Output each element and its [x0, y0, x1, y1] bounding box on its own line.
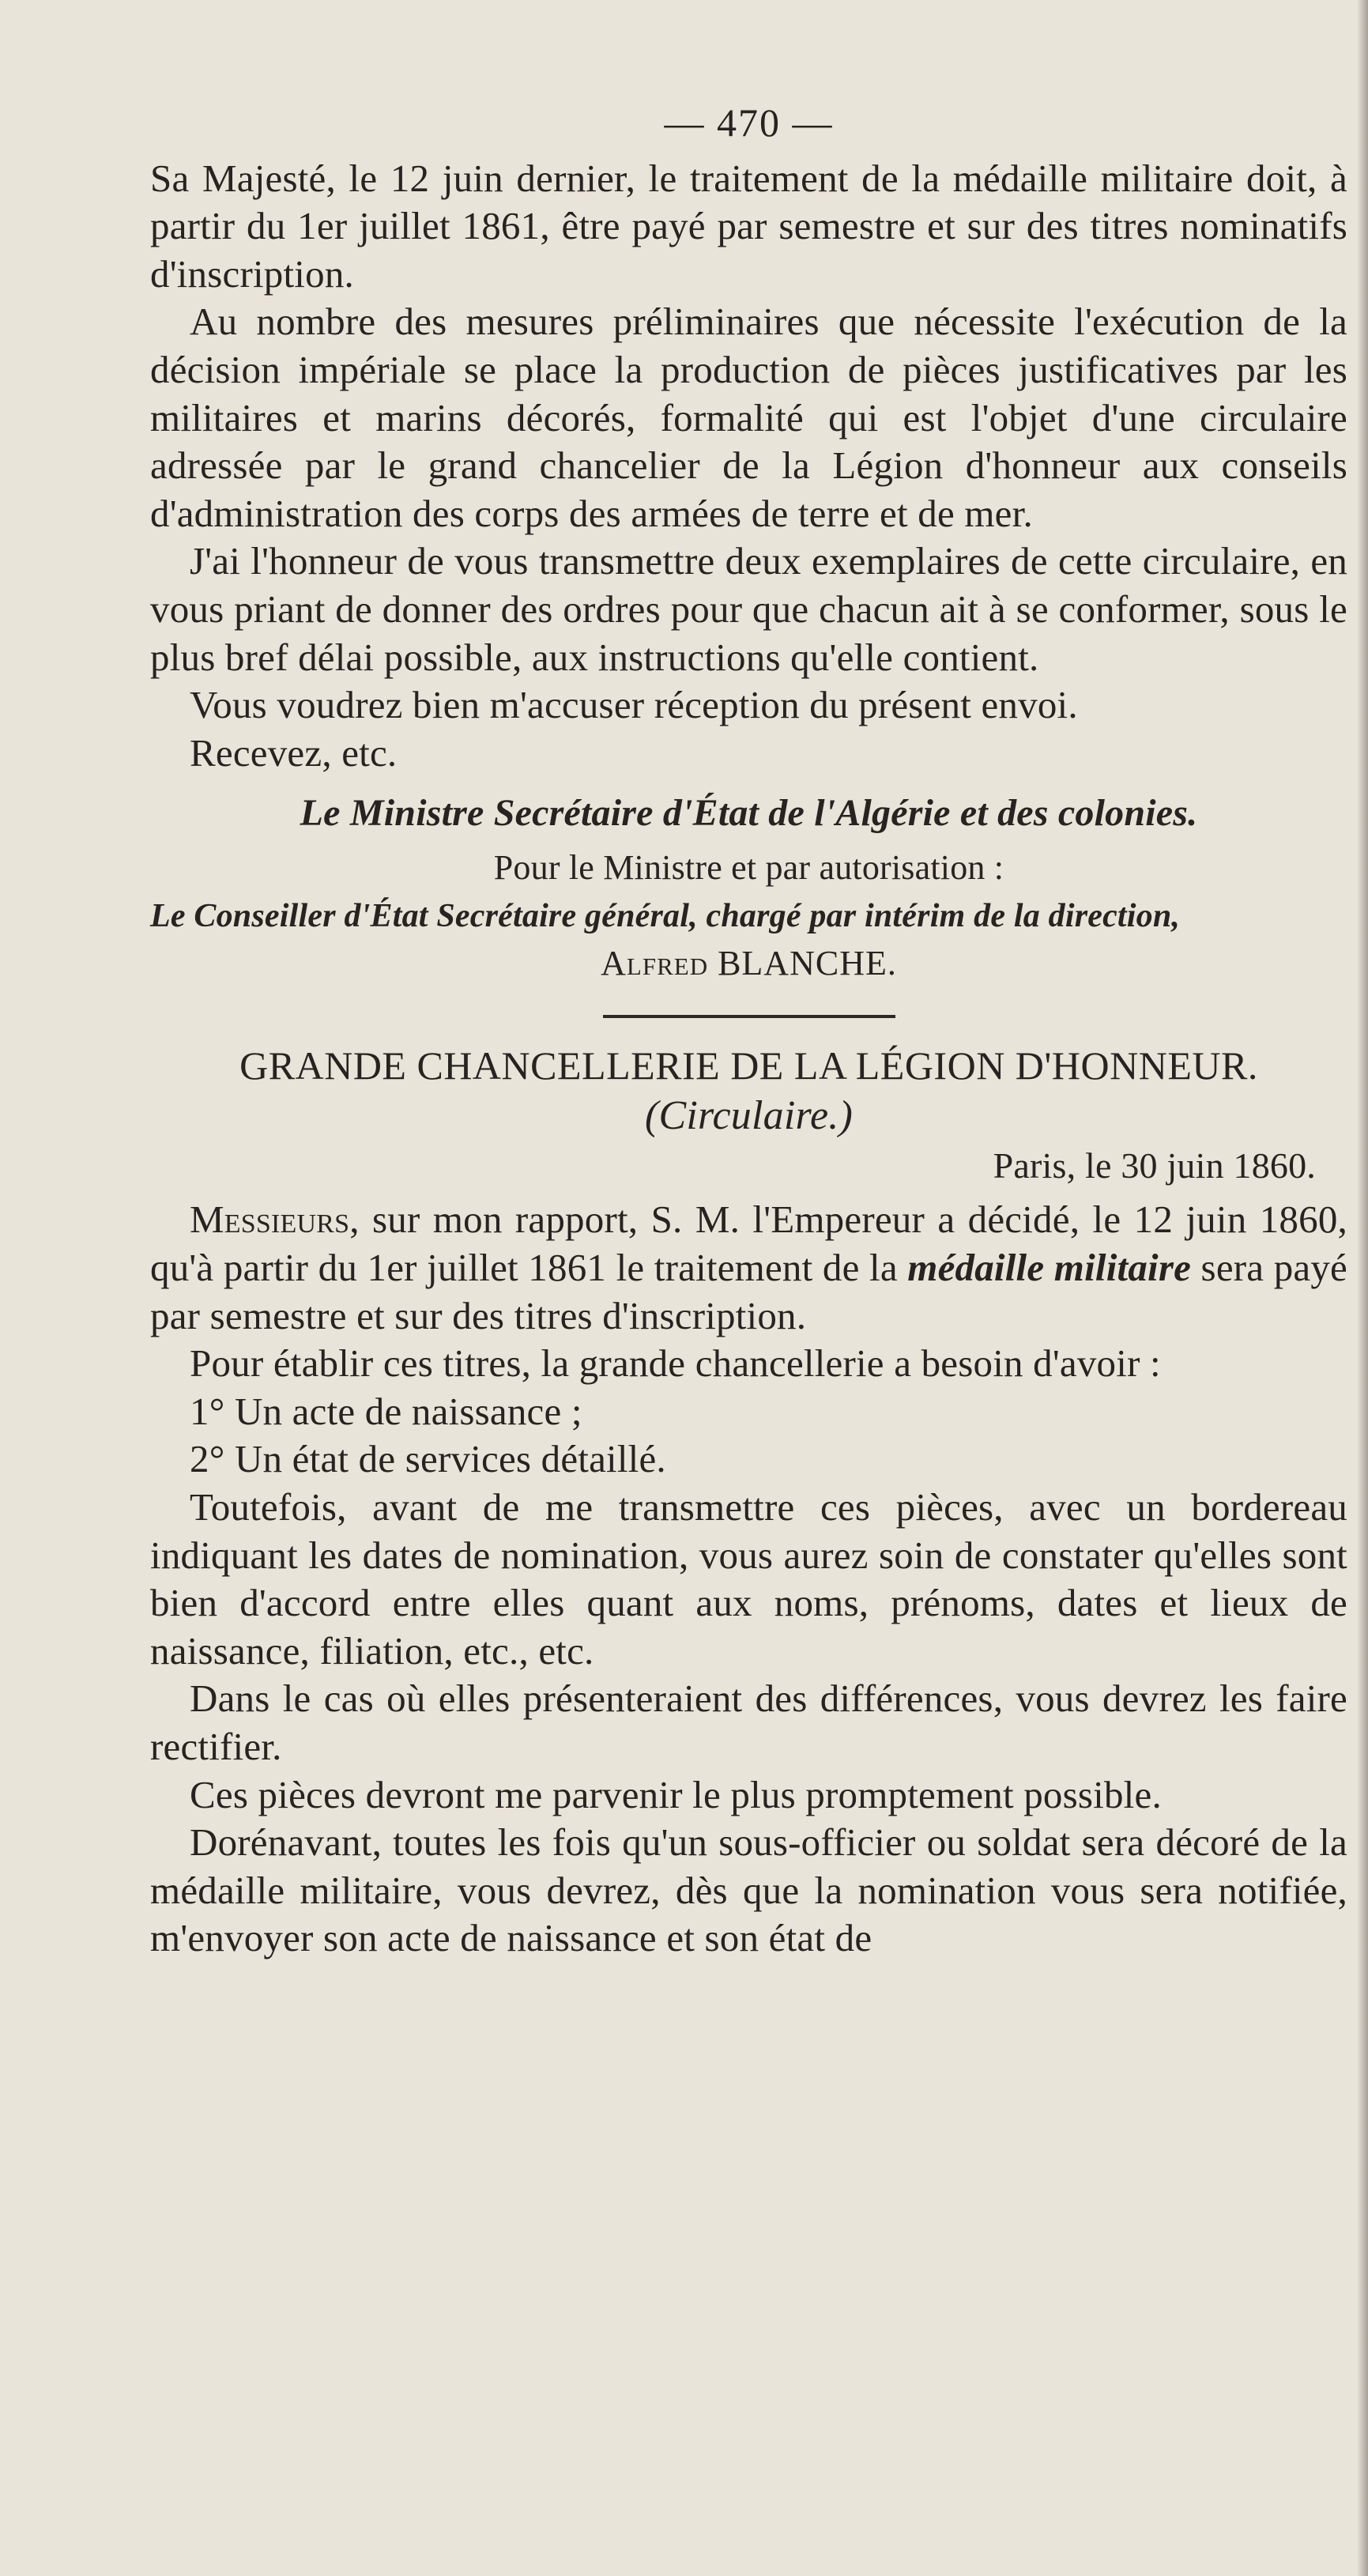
signature-line-authorisation: Pour le Ministre et par autorisation :	[493, 847, 1004, 887]
circular-paragraph-1-end: sera payé par semestre et sur des titres d'inscription.	[150, 1246, 1347, 1337]
signature-name	[150, 940, 1347, 988]
page-number: — 470 —	[664, 100, 834, 145]
page-content	[150, 99, 1347, 1963]
circular-list-item-1: 1° Un acte de naissance ;	[190, 1389, 582, 1433]
circular-paragraph-1	[150, 1196, 1347, 1340]
intro-paragraph-2: Au nombre des mesures préliminaires que nécessite l'exécution de la décision impériale se place la production de pièces justificatives par les militaires et marins décorés, formalité qui est l'objet d'une circulaire adressée par le grand chancelier de la Légion d'honneur aux conseils d'administration des corps des armées de terre et de mer.	[150, 300, 1347, 535]
circular-dateline: Paris, le 30 juin 1860.	[993, 1145, 1316, 1186]
page-edge-shadow	[1357, 0, 1368, 2576]
circular-list-item-2: 2° Un état de services détaillé.	[190, 1437, 666, 1481]
intro-paragraph-5: Recevez, etc.	[190, 730, 398, 775]
intro-paragraph-4: Vous voudrez bien m'accuser réception du présent envoi.	[190, 683, 1078, 727]
circular-paragraph-2: Pour établir ces titres, la grande chancellerie a besoin d'avoir :	[190, 1341, 1161, 1386]
signature-line-conseiller: Le Conseiller d'État Secrétaire général, chargé par intérim de la direction,	[150, 897, 1181, 934]
intro-paragraph-1: Sa Majesté, le 12 juin dernier, le traitement de la médaille militaire doit, à partir du 1er juillet 1861, être payé par semestre et sur des titres nominatifs d'inscription.	[150, 156, 1347, 296]
intro-paragraph-3: J'ai l'honneur de vous transmettre deux exemplaires de cette circulaire, en vous priant de donner des ordres pour que chacun ait à se conformer, sous le plus bref délai possible, aux instructions qu'elle contient.	[150, 539, 1347, 679]
section-divider	[603, 1015, 895, 1018]
signature-name-text: Alfred BLANCHE.	[601, 944, 897, 983]
signature-title: Le Ministre Secrétaire d'État de l'Algérie et des colonies.	[300, 792, 1198, 835]
circular-paragraph-3: Toutefois, avant de me transmettre ces pièces, avec un bordereau indiquant les dates de nomination, vous aurez soin de constater qu'elles sont bien d'accord entre elles quant aux noms, prénoms, dates et lieux de naissance, filiation, etc., etc.	[150, 1485, 1347, 1673]
circular-paragraph-4: Dans le cas où elles présenteraient des différences, vous devrez les faire rectifier.	[150, 1676, 1347, 1768]
circular-paragraph-1-emphasis: médaille militaire	[907, 1246, 1192, 1290]
circular-subheading: (Circulaire.)	[644, 1093, 854, 1139]
circular-heading: GRANDE CHANCELLERIE DE LA LÉGION D'HONNEUR.	[239, 1043, 1258, 1088]
circular-paragraph-5: Ces pièces devront me parvenir le plus promptement possible.	[190, 1772, 1162, 1816]
circular-salutation: Messieurs	[190, 1197, 350, 1242]
circular-paragraph-6: Dorénavant, toutes les fois qu'un sous-officier ou soldat sera décoré de la médaille militaire, vous devrez, dès que la nomination vous sera notifiée, m'envoyer son acte de naissance et son état de	[150, 1820, 1347, 1960]
circular-paragraph-1-text: , sur mon rapport, S. M. l'Empereur a décidé, le 12 juin 1860, qu'à partir du 1er juillet 1861 le traitement de la	[150, 1197, 1347, 1290]
